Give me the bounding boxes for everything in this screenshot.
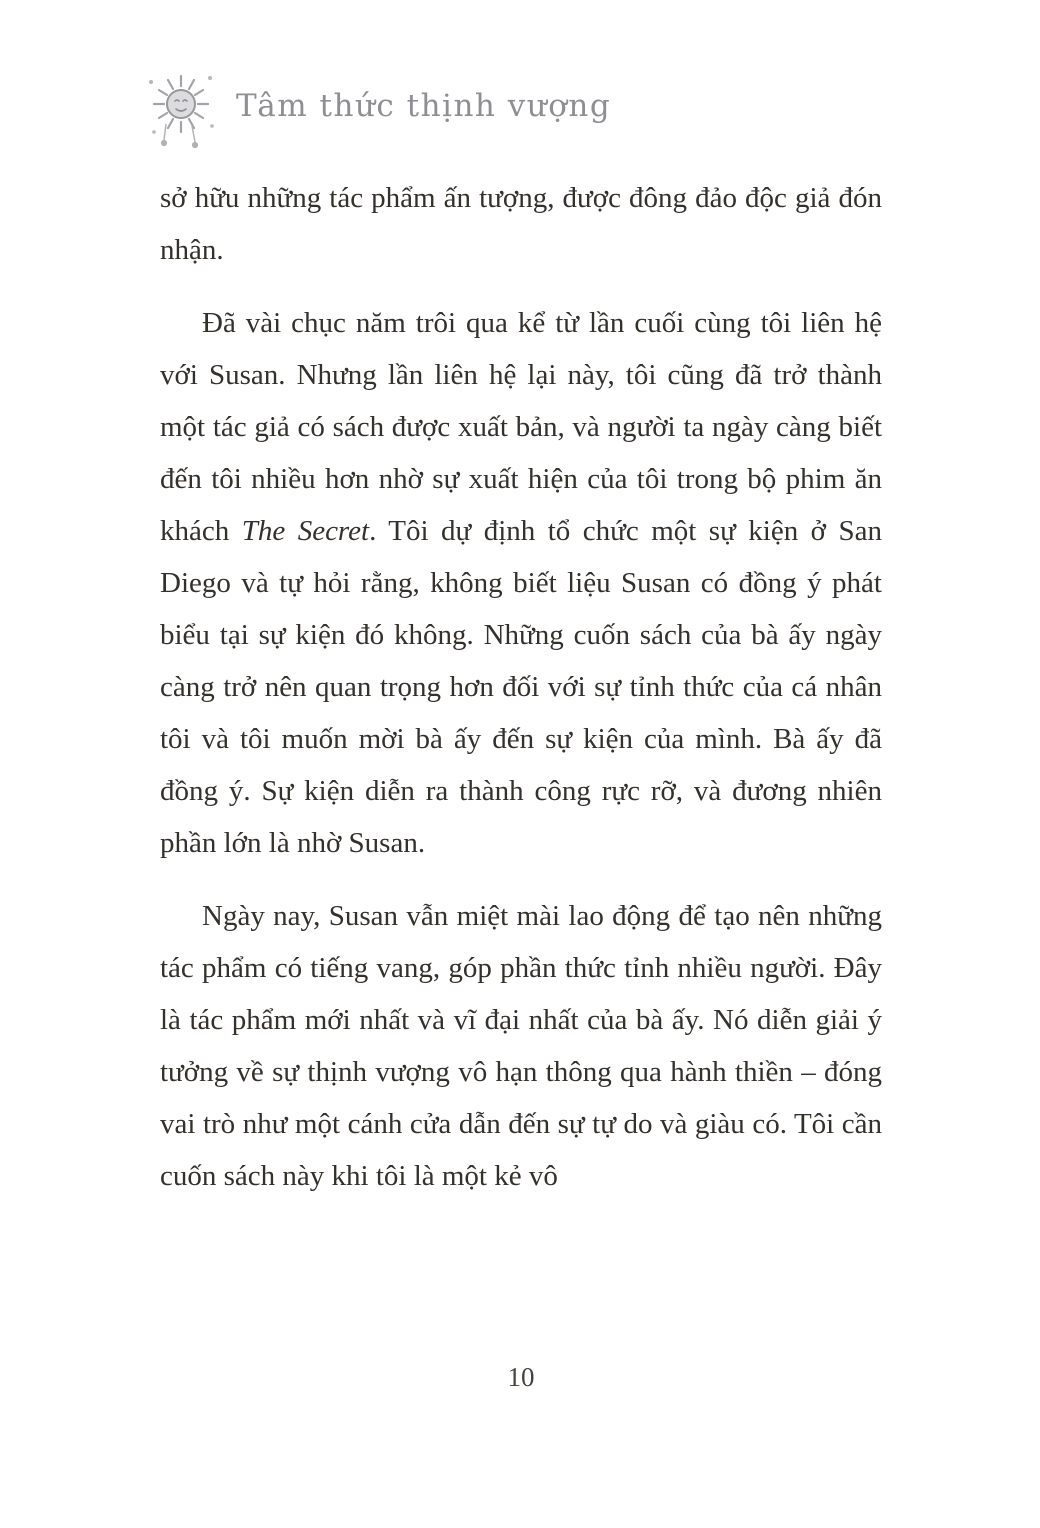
paragraph (160, 172, 882, 276)
paragraph-text: Ngày nay, Susan vẫn miệt mài lao động để tạo nên những tác phẩm có tiếng vang, góp phần thức tỉnh nhiều người. Đây là tác phẩm mới nhất và vĩ đại nhất của bà ấy. Nó diễn giải ý tưởng về sự thịnh vượng vô hạn thông qua hành thiền – đóng vai trò như một cánh cửa dẫn đến sự tự do và giàu có. Tôi cần cuốn sách này khi tôi là một kẻ vô (160, 900, 882, 1192)
page-footer (160, 1362, 882, 1393)
running-head-title: Tâm thức thịnh vượng (236, 88, 612, 124)
paragraph-text: Đã vài chục năm trôi qua kể từ lần cuối cùng tôi liên hệ với Susan. Nhưng lần liên hệ lại này, tôi cũng đã trở thành một tác giả có sách được xuất bản, và người ta ngày càng biết đến tôi nhiều hơn nhờ sự xuất hiện của tôi trong bộ phim ăn khách (160, 307, 882, 547)
paragraph-text: sở hữu những tác phẩm ấn tượng, được đông đảo độc giả đón nhận. (160, 182, 882, 266)
sun-celestial-icon (142, 62, 220, 158)
body-text (160, 172, 882, 1223)
paragraph-text: . Tôi dự định tổ chức một sự kiện ở San Diego và tự hỏi rằng, không biết liệu Susan có đồng ý phát biểu tại sự kiện đó không. Những cuốn sách của bà ấy ngày càng trở nên quan trọng hơn đối với sự tỉnh thức của cá nhân tôi và tôi muốn mời bà ấy đến sự kiện của mình. Bà ấy đã đồng ý. Sự kiện diễn ra thành công rực rỡ, và đương nhiên phần lớn là nhờ Susan. (160, 515, 882, 859)
paragraph (160, 890, 882, 1202)
book-title-italic: The Secret (241, 515, 370, 547)
page-number: 10 (507, 1362, 535, 1392)
paragraph (160, 297, 882, 869)
page-header (142, 62, 611, 158)
